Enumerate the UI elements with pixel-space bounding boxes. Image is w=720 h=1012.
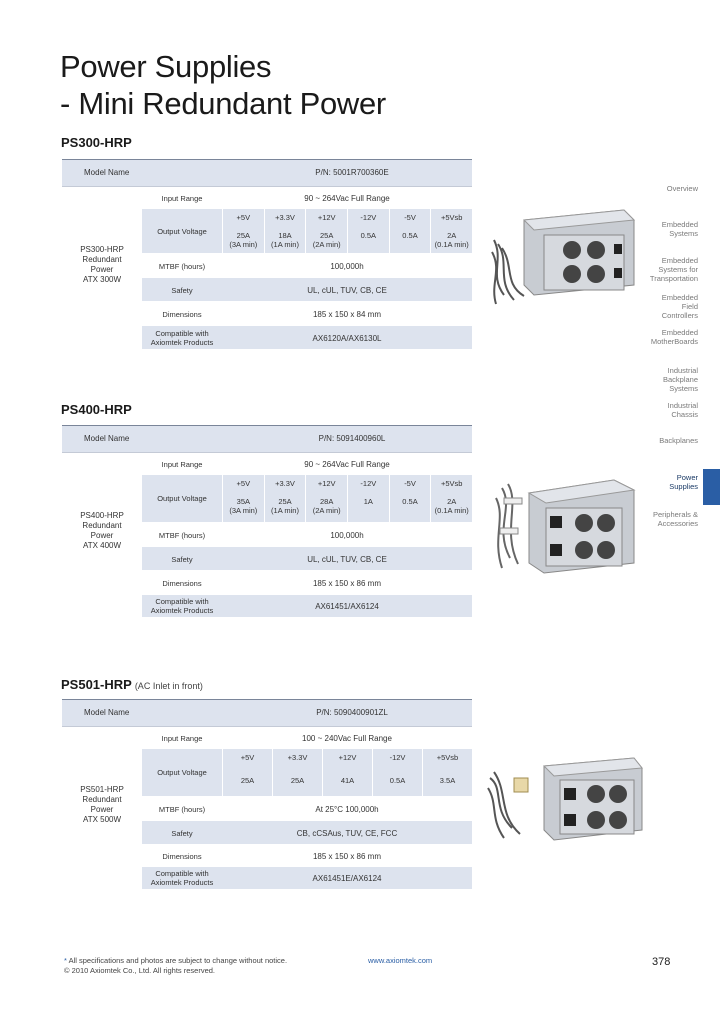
sidebar-item-field-controllers[interactable]: [662, 293, 698, 320]
safety-label: Safety: [171, 286, 193, 295]
current-value: 3.5A: [439, 776, 456, 785]
voltage-rail: +5Vsb: [440, 479, 463, 488]
voltage-current: [223, 776, 272, 785]
current-min: (2A min): [312, 506, 341, 515]
current-value: 25A: [278, 497, 292, 506]
output-voltage-label: Output Voltage: [157, 494, 207, 503]
copyright: © 2010 Axiomtek Co., Ltd. All rights reserved.: [64, 966, 216, 975]
safety-row: [142, 278, 472, 302]
voltage-rail: -12V: [360, 213, 377, 222]
output-voltage-row: [142, 475, 472, 523]
compatible-label-line: Compatible with: [155, 329, 209, 338]
side-name-line: ATX 400W: [82, 541, 122, 550]
sidebar-item-backplanes[interactable]: [659, 436, 698, 445]
dimensions-row: [142, 845, 472, 867]
sidebar-item-label: Embedded: [661, 328, 698, 337]
voltage-column: [422, 749, 472, 796]
sidebar-item-motherboards[interactable]: [651, 328, 698, 346]
input-range-row: [142, 453, 472, 475]
current-value: 0.5A: [360, 231, 377, 240]
sidebar-item-label: Accessories: [657, 519, 698, 528]
side-name-line: Power: [90, 531, 114, 540]
voltage-current: [373, 776, 422, 785]
voltage-rail: +5Vsb: [436, 753, 459, 762]
compatible-label: [142, 869, 222, 887]
model-value: P/N: 5001R700360E: [315, 168, 389, 177]
output-voltage-row: [142, 209, 472, 254]
voltage-rail: -5V: [404, 213, 416, 222]
psu-ps501-image: [484, 748, 644, 848]
spec-table: [62, 187, 472, 350]
sidebar-item-label: MotherBoards: [650, 337, 698, 346]
sidebar-item-label: Systems: [669, 384, 698, 393]
voltage-column: [305, 475, 347, 522]
input-range-value: 90 ~ 264Vac Full Range: [304, 194, 390, 203]
sidebar-item-transportation[interactable]: [650, 256, 698, 283]
mtbf-value: 100,000h: [330, 531, 364, 540]
voltage-current: [323, 776, 372, 785]
voltage-current: [431, 231, 472, 249]
sidebar-item-label: Systems for: [658, 265, 698, 274]
dimensions-label: Dimensions: [162, 310, 202, 319]
input-range-label: Input Range: [161, 194, 203, 203]
voltage-rail: +5V: [236, 479, 251, 488]
voltage-rail: -5V: [404, 479, 416, 488]
current-value: 25A: [320, 231, 334, 240]
product-heading: [61, 135, 132, 150]
sidebar-nav: [640, 0, 720, 1012]
voltage-column: [347, 475, 389, 522]
sidebar-item-power-supplies[interactable]: [669, 473, 698, 491]
voltage-column: [264, 475, 306, 522]
compatible-row: [142, 867, 472, 890]
compatible-label-line: Axiomtek Products: [150, 606, 214, 615]
sidebar-item-label: Overview: [666, 184, 698, 193]
sidebar-item-label: Embedded: [661, 220, 698, 229]
compatible-value: AX61451E/AX6124: [312, 874, 382, 883]
input-range-value: 100 ~ 240Vac Full Range: [302, 734, 392, 743]
safety-row: [142, 821, 472, 845]
voltage-rail: +3.3V: [275, 213, 295, 222]
safety-label: Safety: [171, 829, 193, 838]
current-value: 41A: [340, 776, 355, 785]
safety-row: [142, 547, 472, 571]
voltage-column: [347, 209, 389, 253]
voltage-current: [306, 231, 347, 249]
current-value: 28A: [320, 497, 334, 506]
model-label: Model Name: [84, 168, 130, 177]
voltage-column: [389, 209, 431, 253]
spec-table: [62, 727, 472, 890]
sidebar-item-label: Controllers: [661, 311, 698, 320]
product-heading-text: PS501-HRP: [61, 677, 132, 692]
model-row: [62, 699, 472, 727]
mtbf-row: [142, 254, 472, 278]
voltage-rail: +5V: [236, 213, 251, 222]
product-heading-text: PS300-HRP: [61, 135, 132, 150]
model-row: [62, 425, 472, 453]
side-name-line: Redundant: [82, 521, 122, 530]
voltage-rail: -12V: [389, 753, 406, 762]
sidebar-item-label: Backplane: [662, 375, 698, 384]
voltage-rail: +3.3V: [287, 753, 308, 762]
sidebar-item-label: Industrial: [667, 366, 698, 375]
voltage-current: [390, 231, 431, 240]
sidebar-item-label: Power: [676, 473, 698, 482]
voltage-columns: [222, 209, 472, 253]
side-name-line: Redundant: [82, 795, 122, 804]
current-value: 1A: [363, 497, 373, 506]
model-label: Model Name: [84, 434, 130, 443]
side-name-line: Power: [90, 265, 114, 274]
current-value: 0.5A: [402, 231, 418, 240]
voltage-column: [389, 475, 431, 522]
model-row: [62, 159, 472, 187]
sidebar-item-label: Backplanes: [659, 436, 698, 445]
side-name-line: PS300-HRP: [80, 245, 124, 254]
dimensions-row: [142, 302, 472, 326]
dimensions-row: [142, 571, 472, 595]
voltage-column: [222, 749, 272, 796]
voltage-rail: +12V: [317, 479, 336, 488]
page-title: [60, 48, 386, 122]
mtbf-row: [142, 523, 472, 547]
dimensions-value: 185 x 150 x 86 mm: [312, 579, 382, 588]
voltage-column: [430, 209, 472, 253]
footnote-mark: *: [64, 956, 67, 965]
compatible-value: AX6120A/AX6130L: [312, 334, 382, 343]
input-range-row: [142, 727, 472, 749]
voltage-column: [305, 209, 347, 253]
input-range-label: Input Range: [161, 460, 203, 469]
dimensions-value: 185 x 150 x 84 mm: [312, 310, 382, 319]
page-number: 378: [652, 956, 671, 968]
voltage-rail: -12V: [360, 479, 377, 488]
mtbf-label: MTBF (hours): [158, 805, 206, 814]
voltage-column: [272, 749, 322, 796]
sidebar-item-label: Supplies: [669, 482, 698, 491]
voltage-rail: +5V: [240, 753, 255, 762]
product-side-name: [62, 785, 142, 825]
sidebar-item-overview[interactable]: [667, 184, 698, 193]
voltage-column: [222, 475, 264, 522]
safety-value: CB, cCSAus, TUV, CE, FCC: [296, 829, 398, 838]
current-min: (0.1A min): [434, 506, 469, 515]
voltage-column: [372, 749, 422, 796]
footnote: [64, 956, 287, 976]
current-value: 0.5A: [389, 776, 406, 785]
current-min: (1A min): [271, 240, 299, 249]
side-name-line: ATX 300W: [82, 275, 122, 284]
current-min: (3A min): [229, 506, 258, 515]
mtbf-row: [142, 797, 472, 821]
voltage-columns: [222, 749, 472, 796]
active-section-tab: [703, 469, 720, 505]
product-side-name: [62, 245, 142, 285]
side-name-line: PS501-HRP: [80, 785, 124, 794]
psu-ps300-image: [484, 200, 644, 310]
sidebar-item-label: Transportation: [649, 274, 698, 283]
sidebar-item-label: Field: [681, 302, 698, 311]
compatible-label-line: Axiomtek Products: [150, 878, 214, 887]
current-value: 0.5A: [402, 497, 418, 506]
current-value: 25A: [236, 231, 251, 240]
voltage-rail: +12V: [338, 753, 357, 762]
voltage-rail: +12V: [317, 213, 336, 222]
dimensions-label: Dimensions: [162, 852, 202, 861]
safety-value: UL, cUL, TUV, CB, CE: [307, 555, 387, 564]
input-range-label: Input Range: [161, 734, 203, 743]
voltage-current: [223, 497, 264, 515]
mtbf-label: MTBF (hours): [158, 531, 206, 540]
sidebar-item-peripherals[interactable]: [653, 510, 698, 528]
safety-label: Safety: [171, 555, 193, 564]
sidebar-item-label: Systems: [669, 229, 698, 238]
voltage-rail: +3.3V: [275, 479, 295, 488]
input-range-value: 90 ~ 264Vac Full Range: [304, 460, 390, 469]
voltage-current: [265, 231, 306, 249]
input-range-row: [142, 187, 472, 209]
mtbf-label: MTBF (hours): [158, 262, 206, 271]
model-value: P/N: 5091400960L: [318, 434, 386, 443]
model-label: Model Name: [84, 708, 130, 717]
product-heading-text: PS400-HRP: [61, 402, 132, 417]
mtbf-value: 100,000h: [330, 262, 364, 271]
compatible-label-line: Compatible with: [155, 597, 209, 606]
output-voltage-label: Output Voltage: [157, 768, 207, 777]
sidebar-item-label: Embedded: [661, 256, 698, 265]
page-title-line1: Power Supplies: [60, 49, 272, 84]
voltage-current: [423, 776, 472, 785]
side-name-line: Power: [90, 805, 114, 814]
compatible-row: [142, 326, 472, 350]
voltage-current: [306, 497, 347, 515]
current-min: (3A min): [229, 240, 258, 249]
current-value: 25A: [290, 776, 305, 785]
model-value: P/N: 5090400901ZL: [316, 708, 388, 717]
compatible-label-line: Axiomtek Products: [150, 338, 214, 347]
dimensions-label: Dimensions: [162, 579, 202, 588]
product-heading: [61, 677, 203, 692]
current-value: 2A: [447, 497, 457, 506]
product-heading-note: (AC Inlet in front): [134, 681, 203, 691]
safety-value: UL, cUL, TUV, CB, CE: [307, 286, 387, 295]
product-heading: [61, 402, 132, 417]
voltage-current: [431, 497, 472, 515]
voltage-column: [322, 749, 372, 796]
side-name-line: ATX 500W: [82, 815, 122, 824]
voltage-current: [390, 497, 431, 506]
current-value: 25A: [240, 776, 255, 785]
sidebar-item-label: Industrial: [667, 401, 698, 410]
mtbf-value: At 25°C 100,000h: [315, 805, 379, 814]
sidebar-item-chassis[interactable]: [668, 401, 698, 419]
current-value: 35A: [236, 497, 251, 506]
current-min: (0.1A min): [434, 240, 469, 249]
voltage-current: [348, 497, 389, 506]
spec-table: [62, 453, 472, 618]
page-title-line2: - Mini Redundant Power: [60, 86, 386, 121]
current-value: 2A: [447, 231, 457, 240]
sidebar-item-embedded-systems[interactable]: [662, 220, 698, 238]
output-voltage-label: Output Voltage: [157, 227, 207, 236]
sidebar-item-label: Embedded: [661, 293, 698, 302]
compatible-label-line: Compatible with: [155, 869, 209, 878]
sidebar-item-label: Peripherals &: [652, 510, 698, 519]
voltage-rail: +5Vsb: [440, 213, 463, 222]
voltage-current: [348, 231, 389, 240]
side-name-line: Redundant: [82, 255, 122, 264]
footnote-text: All specifications and photos are subject to change without notice.: [68, 956, 288, 965]
footnote-line1: [64, 956, 287, 966]
voltage-column: [222, 209, 264, 253]
compatible-label: [142, 329, 222, 347]
psu-ps400-image: [484, 468, 644, 580]
compatible-value: AX61451/AX6124: [315, 602, 379, 611]
voltage-columns: [222, 475, 472, 522]
voltage-current: [265, 497, 306, 515]
current-min: (1A min): [271, 506, 299, 515]
dimensions-value: 185 x 150 x 86 mm: [312, 852, 382, 861]
current-min: (2A min): [312, 240, 341, 249]
voltage-column: [430, 475, 472, 522]
voltage-current: [273, 776, 322, 785]
side-name-line: PS400-HRP: [80, 511, 124, 520]
voltage-current: [223, 231, 264, 249]
output-voltage-row: [142, 749, 472, 797]
current-value: 18A: [278, 231, 292, 240]
sidebar-item-label: Chassis: [671, 410, 698, 419]
compatible-label: [142, 597, 222, 615]
compatible-row: [142, 595, 472, 618]
product-side-name: [62, 511, 142, 551]
sidebar-item-backplane-systems[interactable]: [663, 366, 698, 393]
voltage-column: [264, 209, 306, 253]
website-link[interactable]: www.axiomtek.com: [368, 956, 433, 965]
